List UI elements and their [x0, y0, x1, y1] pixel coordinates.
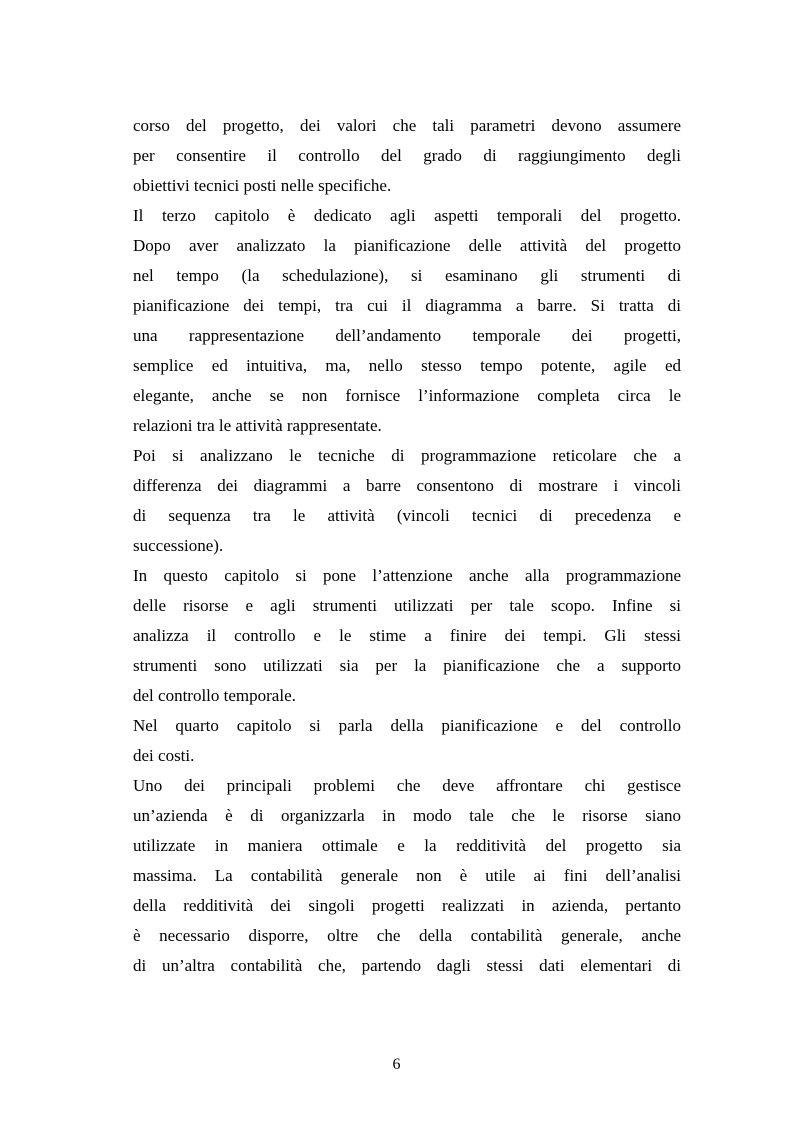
text-line: differenza dei diagrammi a barre consentono di mostrare i vincoli: [133, 476, 681, 495]
text-line: strumenti sono utilizzati sia per la pianificazione che a supporto: [133, 656, 681, 675]
text-line: del controllo temporale.: [133, 686, 296, 705]
paragraph: [133, 561, 681, 711]
text-line: corso del progetto, dei valori che tali parametri devono assumere: [133, 116, 681, 135]
paragraph: [133, 201, 681, 441]
paragraph: [133, 441, 681, 561]
paragraph: [133, 111, 681, 201]
paragraph: [133, 771, 681, 981]
text-line: dei costi.: [133, 746, 195, 765]
text-line: massima. La contabilità generale non è utile ai fini dell’analisi: [133, 866, 681, 885]
text-line: Nel quarto capitolo si parla della pianificazione e del controllo: [133, 716, 681, 735]
text-line: relazioni tra le attività rappresentate.: [133, 416, 382, 435]
paragraph: [133, 711, 681, 771]
text-line: della redditività dei singoli progetti realizzati in azienda, pertanto: [133, 896, 681, 915]
text-line: di un’altra contabilità che, partendo dagli stessi dati elementari di: [133, 956, 681, 975]
text-line: Dopo aver analizzato la pianificazione delle attività del progetto: [133, 236, 681, 255]
text-line: In questo capitolo si pone l’attenzione anche alla programmazione: [133, 566, 681, 585]
text-line: pianificazione dei tempi, tra cui il diagramma a barre. Si tratta di: [133, 296, 681, 315]
text-line: elegante, anche se non fornisce l’informazione completa circa le: [133, 386, 681, 405]
text-line: un’azienda è di organizzarla in modo tale che le risorse siano: [133, 806, 681, 825]
text-line: è necessario disporre, oltre che della contabilità generale, anche: [133, 926, 681, 945]
text-line: per consentire il controllo del grado di raggiungimento degli: [133, 146, 681, 165]
text-line: Poi si analizzano le tecniche di programmazione reticolare che a: [133, 446, 681, 465]
text-line: utilizzate in maniera ottimale e la redditività del progetto sia: [133, 836, 681, 855]
text-line: analizza il controllo e le stime a finire dei tempi. Gli stessi: [133, 626, 681, 645]
text-line: semplice ed intuitiva, ma, nello stesso tempo potente, agile ed: [133, 356, 681, 375]
text-line: Uno dei principali problemi che deve affrontare chi gestisce: [133, 776, 681, 795]
text-line: delle risorse e agli strumenti utilizzati per tale scopo. Infine si: [133, 596, 681, 615]
text-line: successione).: [133, 536, 224, 555]
text-line: una rappresentazione dell’andamento temporale dei progetti,: [133, 326, 681, 345]
text-line: nel tempo (la schedulazione), si esaminano gli strumenti di: [133, 266, 681, 285]
text-line: di sequenza tra le attività (vincoli tecnici di precedenza e: [133, 506, 681, 525]
text-line: obiettivi tecnici posti nelle specifiche.: [133, 176, 392, 195]
page-number: 6: [392, 1056, 401, 1073]
text-line: Il terzo capitolo è dedicato agli aspetti temporali del progetto.: [133, 206, 681, 225]
body-text: [133, 111, 681, 981]
